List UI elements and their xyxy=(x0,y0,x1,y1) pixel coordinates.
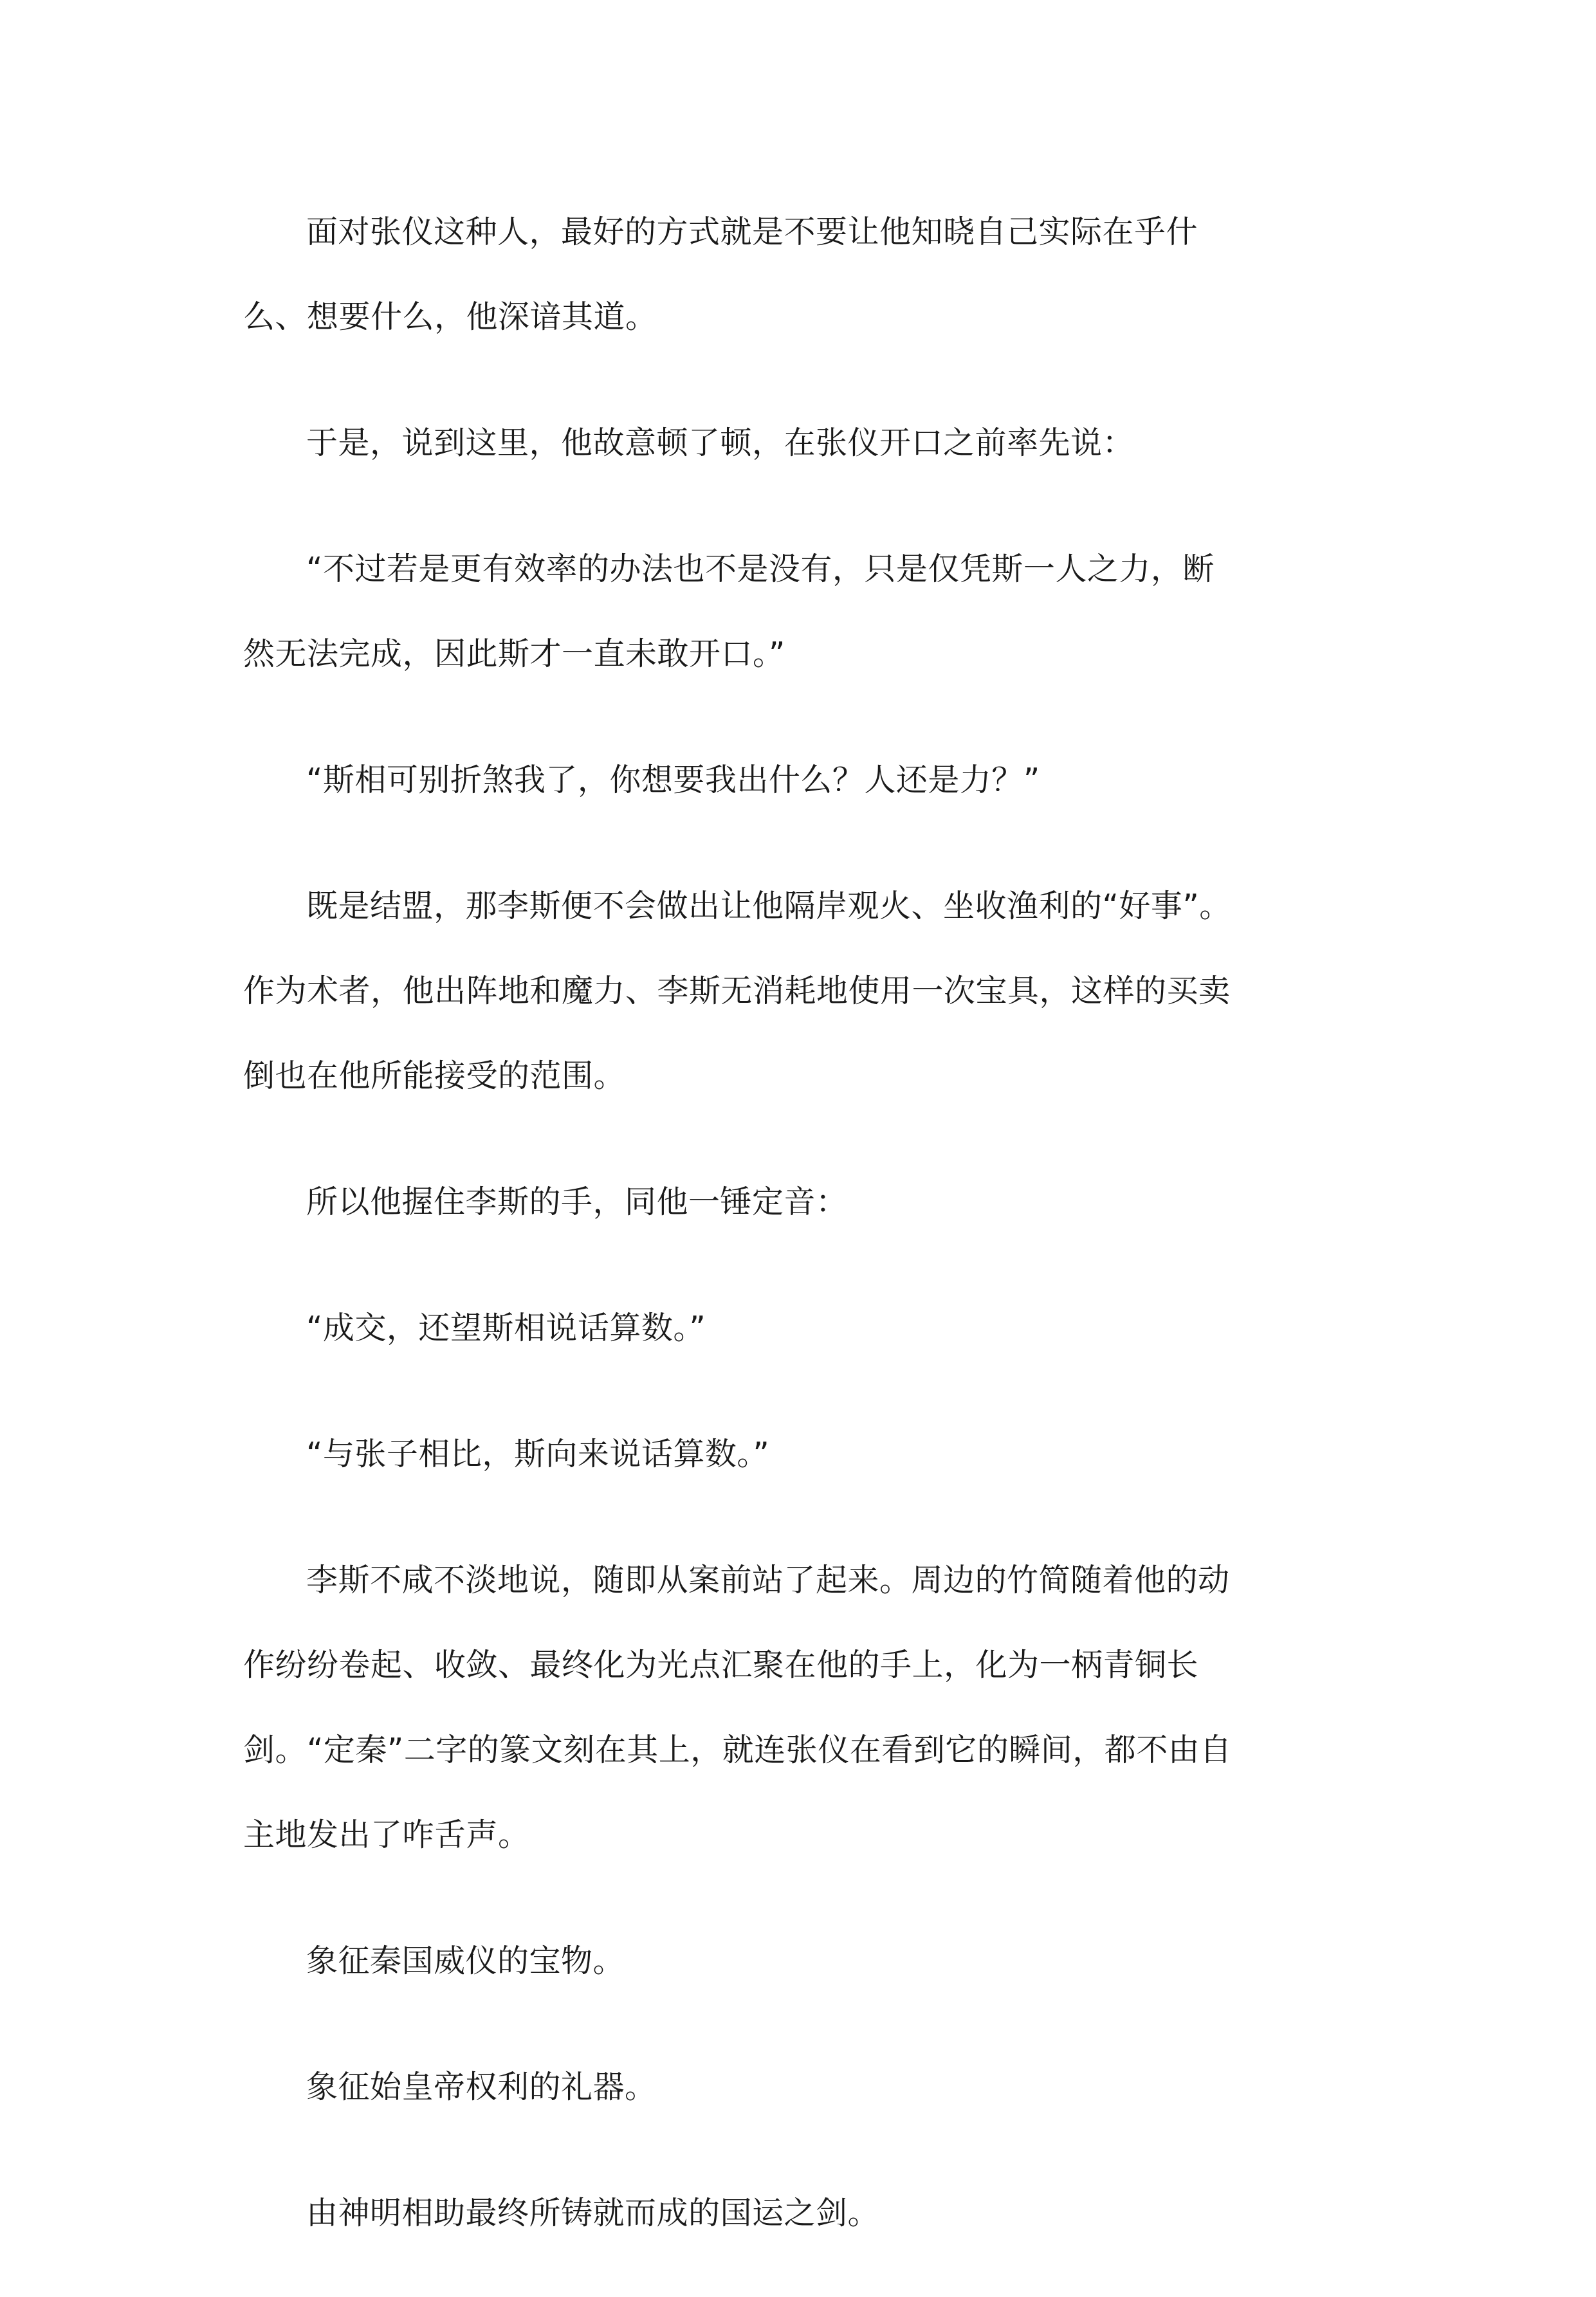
paragraph: 于是，说到这里，他故意顿了顿，在张仪开口之前率先说： xyxy=(306,425,1135,461)
paragraph: “与张子相比，斯向来说话算数。” xyxy=(306,1436,770,1472)
paragraph: “不过若是更有效率的办法也不是没有，只是仅凭斯一人之力，断然无法完成，因此斯才一直未敢开口。” xyxy=(243,551,1215,672)
document-body xyxy=(243,190,1234,2297)
paragraph: “成交，还望斯相说话算数。” xyxy=(306,1310,706,1346)
paragraph: 由神明相助最终所铸就而成的国运之剑。 xyxy=(306,2195,880,2231)
paragraph: “斯相可别折煞我了，你想要我出什么？人还是力？” xyxy=(306,762,1040,798)
paragraph: 象征秦国威仪的宝物。 xyxy=(306,1943,625,1979)
paragraph: 所以他握住李斯的手，同他一锤定音： xyxy=(306,1184,848,1220)
paragraph: 面对张仪这种人，最好的方式就是不要让他知晓自己实际在乎什么、想要什么，他深谙其道。 xyxy=(243,214,1198,335)
paragraph: 李斯不咸不淡地说，随即从案前站了起来。周边的竹简随着他的动作纷纷卷起、收敛、最终化为光点汇聚在他的手上，化为一柄青铜长剑。“定秦”二字的篆文刻在其上，就连张仪在看到它的瞬间，都不由自主地发出了咋舌声。 xyxy=(243,1562,1232,1853)
paragraph: 既是结盟，那李斯便不会做出让他隔岸观火、坐收渔利的“好事”。作为术者，他出阵地和魔力、李斯无消耗地使用一次宝具，这样的买卖倒也在他所能接受的范围。 xyxy=(243,888,1231,1094)
paragraph: 象征始皇帝权利的礼器。 xyxy=(306,2069,657,2105)
